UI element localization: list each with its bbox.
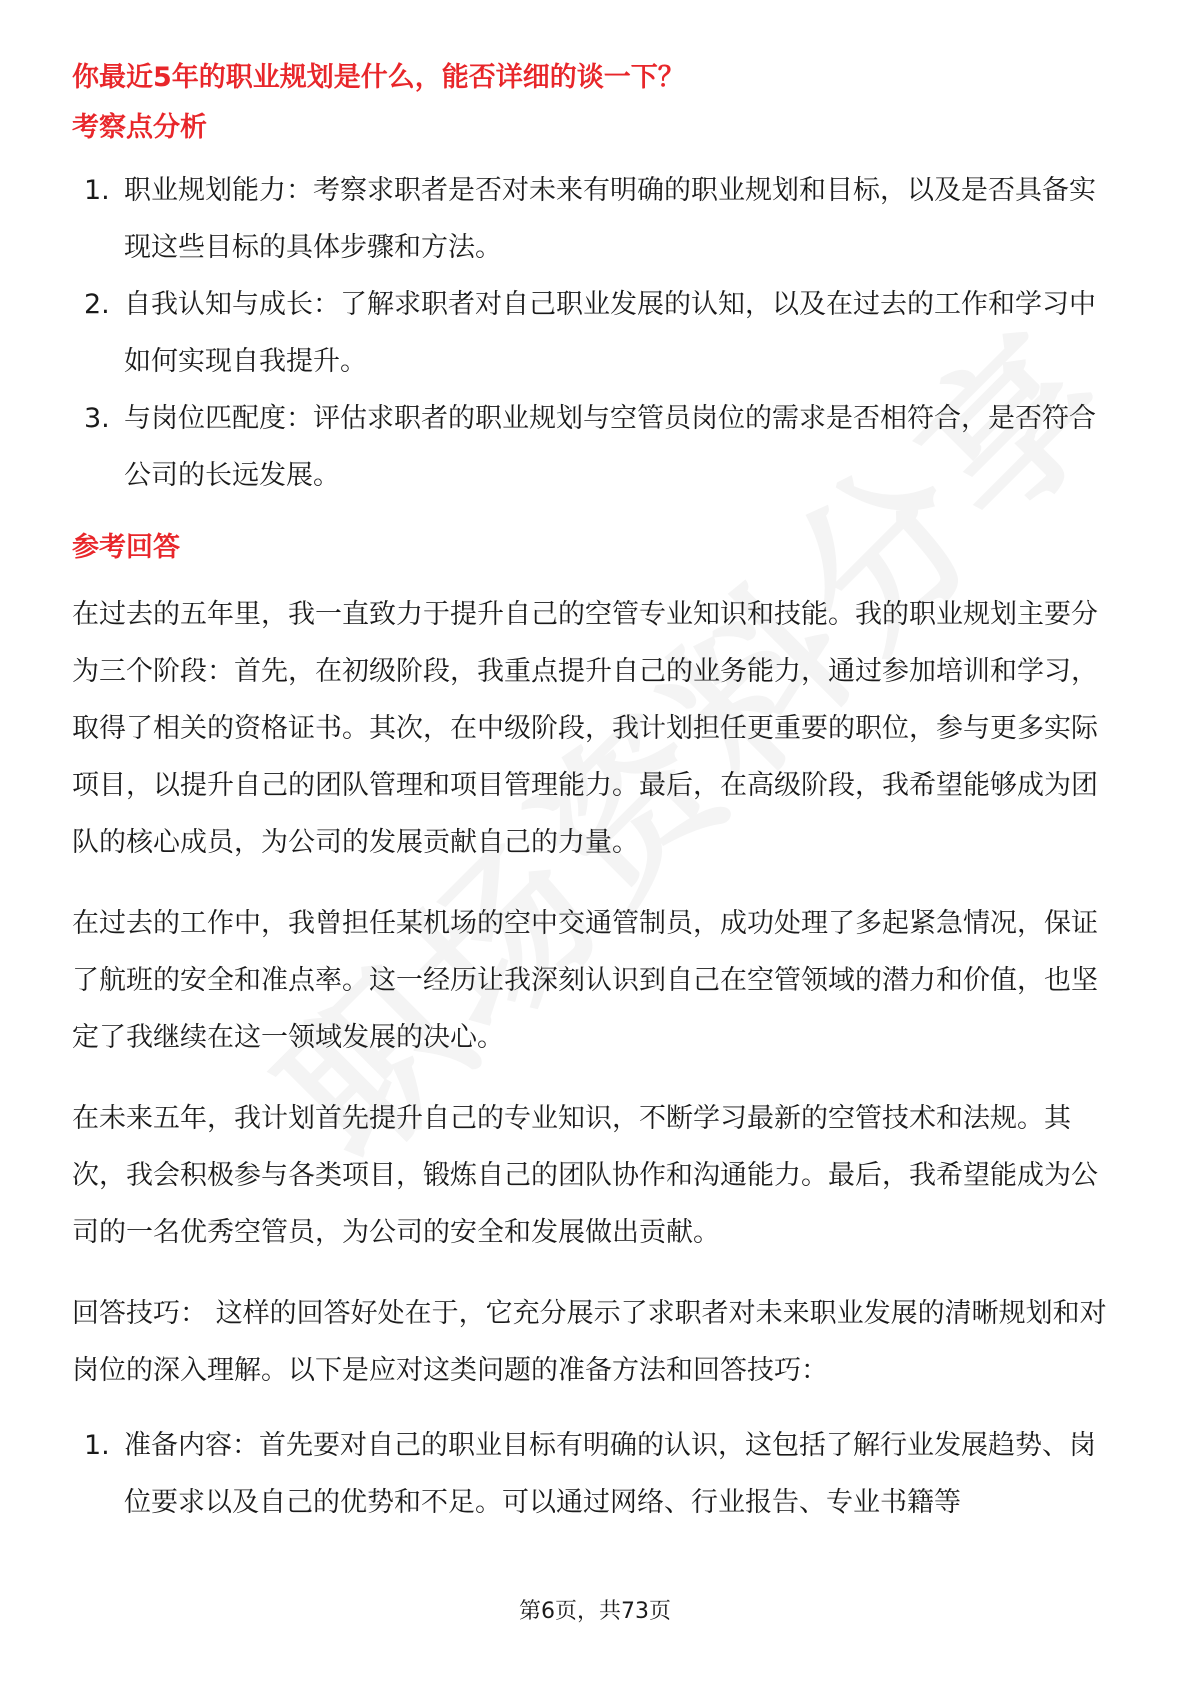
analysis-list xyxy=(72,162,1122,504)
list-item xyxy=(72,390,1122,504)
answer-paragraph: 在未来五年，我计划首先提升自己的专业知识，不断学习最新的空管技术和法规。其次，我会积极参与各类项目，锻炼自己的团队协作和沟通能力。最后，我希望能成为公司的一名优秀空管员，为公司的安全和发展做出贡献。 xyxy=(72,1103,1098,1248)
page-number-footer: 第6页，共73页 xyxy=(519,1599,671,1624)
list-number: 1. xyxy=(84,1430,110,1461)
list-item xyxy=(72,162,1122,276)
list-number: 1. xyxy=(84,175,110,206)
list-item xyxy=(72,276,1122,390)
tips-intro-paragraph: 回答技巧： 这样的回答好处在于，它充分展示了求职者对未来职业发展的清晰规划和对岗位的深入理解。以下是应对这类问题的准备方法和回答技巧： xyxy=(72,1298,1107,1386)
answer-title: 参考回答 xyxy=(72,532,180,563)
list-number: 2. xyxy=(84,289,110,320)
list-item-text: 自我认知与成长：了解求职者对自己职业发展的认知，以及在过去的工作和学习中如何实现自我提升。 xyxy=(124,289,1096,377)
analysis-title: 考察点分析 xyxy=(72,112,207,143)
tips-list xyxy=(72,1417,1122,1531)
content xyxy=(72,58,1122,1531)
list-item-text: 准备内容：首先要对自己的职业目标有明确的认识，这包括了解行业发展趋势、岗位要求以及自己的优势和不足。可以通过网络、行业报告、专业书籍等 xyxy=(124,1430,1096,1518)
list-item-text: 与岗位匹配度：评估求职者的职业规划与空管员岗位的需求是否相符合，是否符合公司的长远发展。 xyxy=(124,403,1096,491)
answer-paragraph: 在过去的五年里，我一直致力于提升自己的空管专业知识和技能。我的职业规划主要分为三个阶段：首先，在初级阶段，我重点提升自己的业务能力，通过参加培训和学习，取得了相关的资格证书。其次，在中级阶段，我计划担任更重要的职位，参与更多实际项目，以提升自己的团队管理和项目管理能力。最后，在高级阶段，我希望能够成为团队的核心成员，为公司的发展贡献自己的力量。 xyxy=(72,599,1098,858)
list-number: 3. xyxy=(84,403,110,434)
answer-paragraph: 在过去的工作中，我曾担任某机场的空中交通管制员，成功处理了多起紧急情况，保证了航班的安全和准点率。这一经历让我深刻认识到自己在空管领域的潜力和价值，也坚定了我继续在这一领域发展的决心。 xyxy=(72,908,1098,1053)
list-item-text: 职业规划能力：考察求职者是否对未来有明确的职业规划和目标，以及是否具备实现这些目标的具体步骤和方法。 xyxy=(124,175,1096,263)
question-heading: 你最近5年的职业规划是什么，能否详细的谈一下？ xyxy=(72,62,685,93)
list-item xyxy=(72,1417,1122,1531)
